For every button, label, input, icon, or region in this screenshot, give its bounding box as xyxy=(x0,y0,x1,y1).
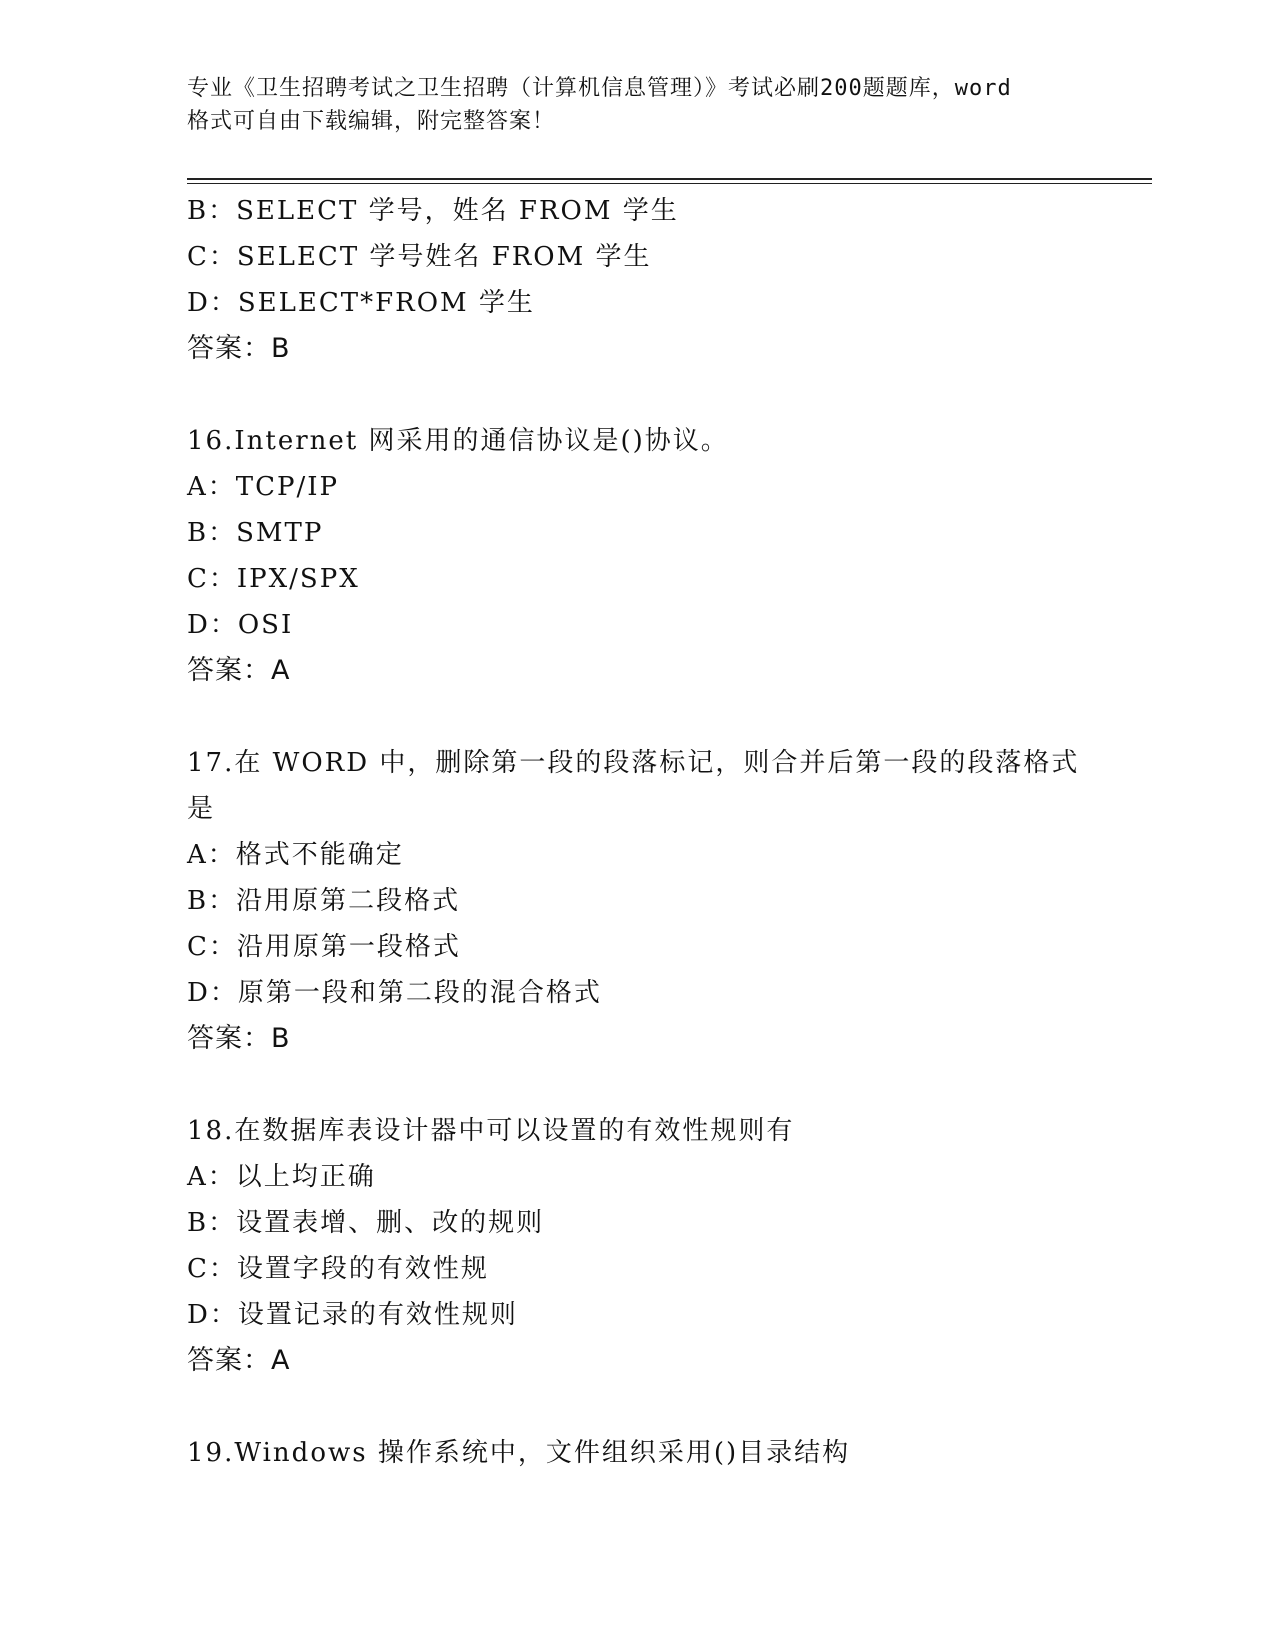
option-c: C：SELECT 学号姓名 FROM 学生 xyxy=(187,242,652,272)
option-b: B：SMTP xyxy=(187,518,324,548)
document-header xyxy=(187,72,1087,138)
header-line-1: 专业《卫生招聘考试之卫生招聘（计算机信息管理）》考试必刷200题题库，word xyxy=(187,76,1012,101)
option-a: A：格式不能确定 xyxy=(187,840,404,870)
option-a: A：以上均正确 xyxy=(187,1162,376,1192)
option-c: C：设置字段的有效性规 xyxy=(187,1254,489,1284)
question-15-tail xyxy=(187,188,1087,372)
option-d: D：设置记录的有效性规则 xyxy=(187,1300,518,1330)
header-line-2: 格式可自由下载编辑，附完整答案！ xyxy=(187,109,556,134)
question-16 xyxy=(187,418,1087,694)
answer-line: 答案：A xyxy=(187,1345,291,1376)
option-d: D：OSI xyxy=(187,610,294,640)
option-c: C：沿用原第一段格式 xyxy=(187,932,461,962)
answer-line: 答案：B xyxy=(187,1023,291,1054)
option-a: A：TCP/IP xyxy=(187,472,340,502)
option-b: B：设置表增、删、改的规则 xyxy=(187,1208,545,1238)
question-19 xyxy=(187,1430,1087,1476)
answer-line: 答案：A xyxy=(187,655,291,686)
option-b: B：SELECT 学号，姓名 FROM 学生 xyxy=(187,196,679,226)
spacer xyxy=(187,372,1087,418)
question-18 xyxy=(187,1108,1087,1384)
option-d: D：SELECT*FROM 学生 xyxy=(187,288,535,318)
option-b: B：沿用原第二段格式 xyxy=(187,886,461,916)
question-text-line-2: 是 xyxy=(187,794,216,824)
option-d: D：原第一段和第二段的混合格式 xyxy=(187,978,602,1008)
question-content xyxy=(187,188,1087,1476)
answer-line: 答案：B xyxy=(187,333,291,364)
header-divider-thin xyxy=(187,183,1152,184)
question-17 xyxy=(187,740,1087,1062)
question-text: 18.在数据库表设计器中可以设置的有效性规则有 xyxy=(187,1116,795,1146)
question-text-line-1: 17.在 WORD 中，删除第一段的段落标记，则合并后第一段的段落格式 xyxy=(187,748,1080,778)
question-text: 19.Windows 操作系统中，文件组织采用()目录结构 xyxy=(187,1438,851,1468)
spacer xyxy=(187,1384,1087,1430)
option-c: C：IPX/SPX xyxy=(187,564,360,594)
spacer xyxy=(187,1062,1087,1108)
spacer xyxy=(187,694,1087,740)
question-text: 16.Internet 网采用的通信协议是()协议。 xyxy=(187,426,729,456)
header-divider-thick xyxy=(187,178,1152,180)
